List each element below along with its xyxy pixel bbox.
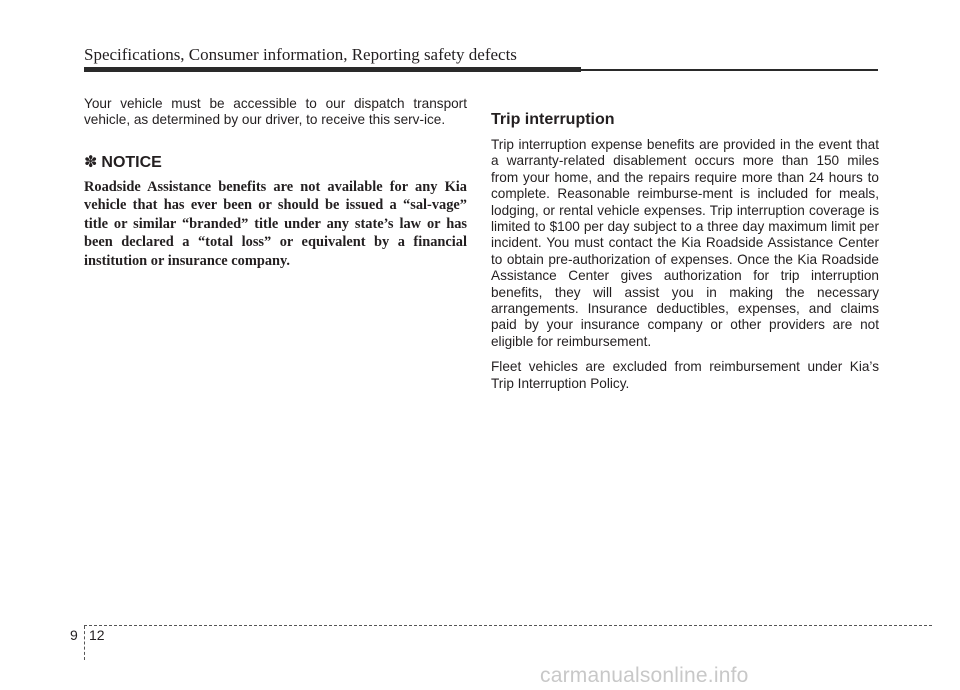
- footer-page-separator: [84, 626, 85, 660]
- left-column: [84, 96, 467, 270]
- header-rule-thin: [581, 69, 878, 71]
- header-rule-thick: [84, 67, 581, 72]
- footer-divider: [84, 625, 932, 626]
- notice-heading-label: NOTICE: [101, 153, 162, 171]
- chapter-number: 9: [70, 627, 78, 643]
- watermark: carmanualsonline.info: [540, 664, 749, 687]
- intro-paragraph: Your vehicle must be accessible to our dispatch transport vehicle, as determined by our driver, to receive this serv-ice.: [84, 96, 467, 128]
- section-heading: Trip interruption: [491, 111, 615, 128]
- page-header-title: Specifications, Consumer information, Reporting safety defects: [84, 45, 517, 64]
- trip-paragraph-1: Trip interruption expense benefits are provided in the event that a warranty-related disablement occurs more than 150 miles from your home, and the repairs require more than 24 hours to complete. Reasonable reimburse-ment is included for meals, lodging, or rental vehicle expenses. Trip interruption coverage is limited to $100 per day subject to a three day maximum limit per incident. You must contact the Kia Roadside Assistance Center to obtain pre-authorization of expenses. Once the Kia Roadside Assistance Center gives authorization for trip interruption benefits, they will assist you in making the necessary arrangements. Insurance deductibles, expenses, and claims paid by your insurance company or other providers are not eligible for reimbursement.: [491, 137, 879, 349]
- right-column: [491, 110, 879, 392]
- page-number: 12: [89, 627, 105, 643]
- notice-text: Roadside Assistance benefits are not available for any Kia vehicle that has ever been or should be issued a “sal-vage” title or similar “branded” title under any state’s law or has been declared a “total loss” or equivalent by a financial institution or insurance company.: [84, 178, 467, 269]
- notice-icon: ✽: [84, 153, 98, 171]
- trip-paragraph-2: Fleet vehicles are excluded from reimbursement under Kia’s Trip Interruption Policy.: [491, 359, 879, 391]
- notice-heading: [84, 154, 467, 172]
